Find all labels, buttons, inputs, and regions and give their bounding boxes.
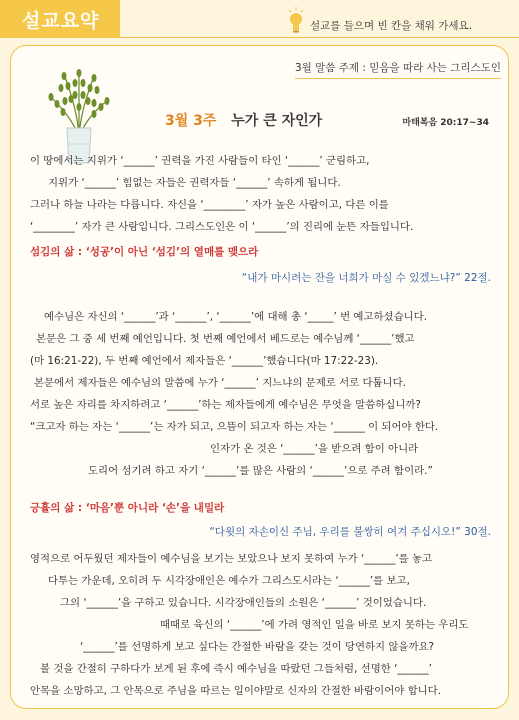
body-line: 영적으로 어두웠던 제자들이 예수님을 보기는 보았으나 보지 못하여 누가 ‘______’를 놓고 [30, 553, 433, 565]
section-1-quote: “내가 마시려는 잔을 너희가 마실 수 있겠느냐?” 22절. [241, 272, 491, 284]
tab-label: 설교요약 [22, 9, 100, 32]
intro-line: ‘________’ 자가 큰 사람입니다. 그리스도인은 이 ‘______’의 진리에 눈뜬 자들입니다. [30, 221, 414, 233]
section-2-body [30, 548, 492, 702]
sermon-title: 누가 큰 자인가 [231, 113, 323, 129]
sermon-heading [165, 110, 322, 130]
body-line: 예수님은 자신의 ‘______’과 ‘______’, ‘______’에 대해 총 ‘_____’ 번 예고하셨습니다. [44, 311, 427, 323]
body-line: “크고자 하는 자는 ‘______’는 자가 되고, 으뜸이 되고자 하는 자는 ‘______ 이 되어야 한다. [30, 421, 439, 433]
section-2-title: 긍휼의 삶 : ‘마음’뿐 아니라 ‘손’을 내밀라 [30, 502, 225, 514]
body-line: 서로 높은 자리를 차지하려고 ‘______’하는 제자들에게 예수님은 무엇을 말씀하십니까? [30, 399, 421, 411]
intro-paragraph [30, 150, 492, 238]
body-line: 본문에서 제자들은 예수님의 말씀에 누가 ‘______’ 지느냐의 문제로 서로 다툽니다. [34, 377, 406, 389]
section-tab [0, 0, 120, 38]
section-2-quote: “다윗의 자손이신 주님, 우리를 불쌍히 여겨 주십시오!” 30절. [209, 526, 491, 538]
body-line: 안목을 소망하고, 그 안목으로 주님을 따르는 일이야말로 신자의 간절한 바람이어야 합니다. [30, 685, 442, 697]
sermon-week: 3월 3주 [165, 113, 217, 129]
scripture-reference: 마태복음 20:17~34 [402, 118, 489, 128]
body-line: 때때로 육신의 ‘______’에 가려 영적인 일을 바로 보지 못하는 우리도 [160, 619, 469, 631]
instruction-caption: 설교를 들으며 빈 칸을 채워 가세요. [310, 20, 473, 32]
section-1-body [30, 306, 492, 482]
body-line: 인자가 온 것은 ‘______’을 받으려 함이 아니라 [210, 443, 419, 455]
body-line: 다투는 가운데, 오히려 두 시각장애인은 예수가 그리스도시라는 ‘______’를 보고, [48, 575, 410, 587]
body-line: 본문은 그 중 세 번째 예언입니다. 첫 번째 예언에서 베드로는 예수님께 ‘______’했고 [36, 333, 415, 345]
body-line: (마 16:21-22), 두 번째 예언에서 제자들은 ‘______’했습니다(마 17:22-23). [30, 355, 379, 367]
header-divider [120, 37, 519, 38]
intro-line: 이 땅에서는 지위가 ‘______’ 권력을 가진 사람들이 타인 ‘______’ 군림하고, [30, 155, 370, 167]
lightbulb-icon [287, 6, 305, 36]
intro-line: 지위가 ‘______’ 힘없는 자들은 권력자들 ‘______’ 속하게 됩니다. [48, 177, 341, 189]
body-line: ‘______’를 선명하게 보고 싶다는 간절한 바람을 갖는 것이 당연하지 않을까요? [80, 641, 435, 653]
monthly-theme: 3월 말씀 주제 : 믿음을 따라 사는 그리스도인 [295, 60, 501, 79]
body-line: 볼 것을 간절히 구하다가 보게 된 후에 즉시 예수님을 따랐던 그들처럼, 선명한 ‘______’ [40, 663, 432, 675]
intro-line: 그러나 하늘 나라는 다릅니다. 자신을 ‘________’ 자가 높은 사람이고, 다른 이를 [30, 199, 389, 211]
section-1-title: 섬김의 삶 : ‘성공’이 아닌 ‘섬김’의 열매를 맺으라 [30, 246, 259, 258]
body-line: 그의 ‘______’을 구하고 있습니다. 시각장애인들의 소원은 ‘______’ 것이었습니다. [60, 597, 427, 609]
body-line: 도리어 섬기려 하고 자기 ‘______’를 많은 사람의 ‘______’으로 주려 함이라.” [88, 465, 433, 477]
